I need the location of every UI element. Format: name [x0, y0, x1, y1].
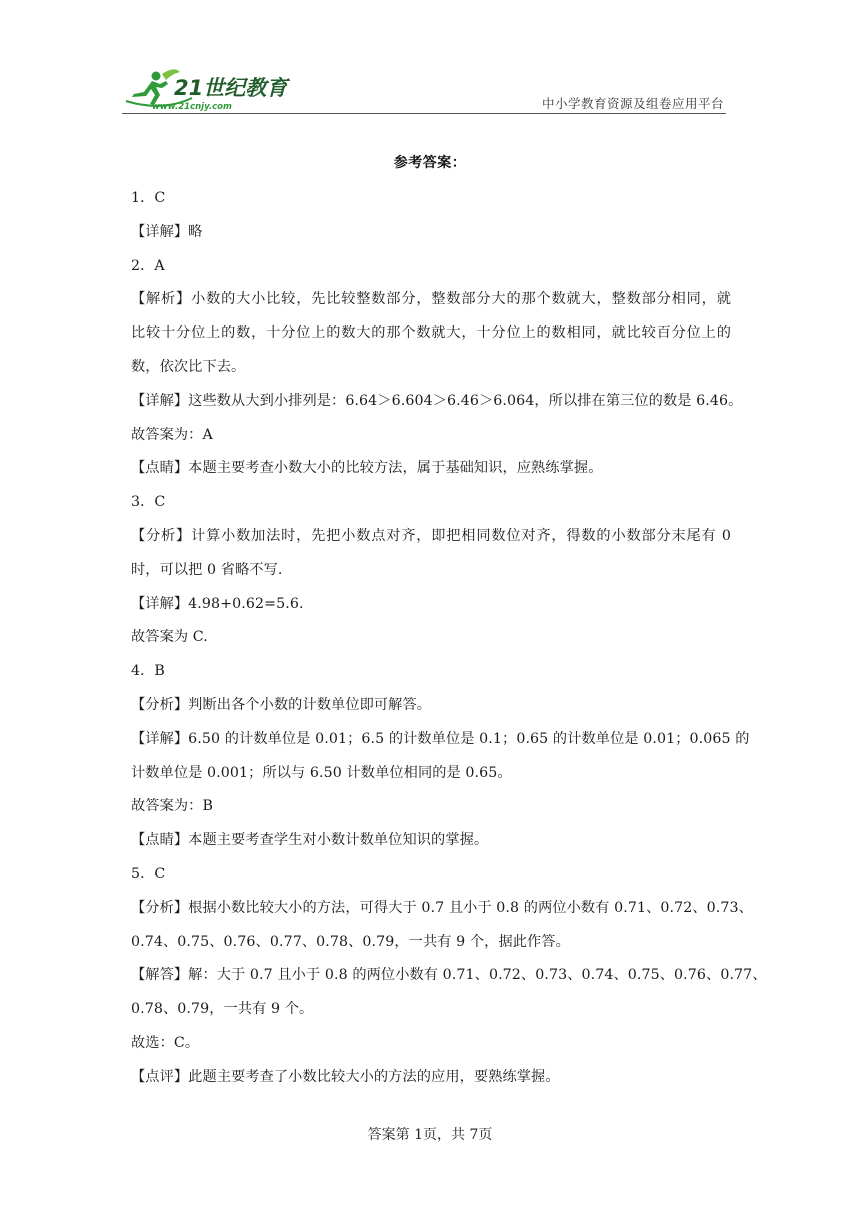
answer-line: 【分析】判断出各个小数的计数单位即可解答。	[131, 696, 432, 713]
platform-name: 中小学教育资源及组卷应用平台	[541, 96, 724, 111]
answer-line: 【详解】6.50 的计数单位是 0.01；6.5 的计数单位是 0.1；0.65 的计数单位是 0.01；0.065 的	[131, 730, 750, 747]
answer-line: 时，可以把 0 省略不写.	[131, 561, 283, 578]
page-footer: 答案第 1页，共 7页	[367, 1127, 493, 1143]
answer-line: 故答案为 C.	[131, 629, 208, 646]
page-header	[122, 64, 726, 116]
page-title: 参考答案：	[393, 155, 467, 171]
answer-line: 【详解】4.98+0.62=5.6.	[131, 595, 304, 612]
answer-line: 4．B	[131, 663, 165, 680]
answer-line: 5．C	[131, 865, 166, 882]
site-logo	[122, 68, 297, 112]
answer-line: 数，依次比下去。	[131, 358, 246, 375]
answer-line: 计数单位是 0.001；所以与 6.50 计数单位相同的是 0.65。	[131, 764, 512, 781]
answer-line: 0.74、0.75、0.76、0.77、0.78、0.79，一共有 9 个，据此作答。	[131, 933, 570, 950]
answer-line: 【点睛】本题主要考查小数大小的比较方法，属于基础知识，应熟练掌握。	[131, 460, 603, 477]
answer-line: 0.78、0.79，一共有 9 个。	[131, 1001, 314, 1018]
answer-line: 比较十分位上的数，十分位上的数大的那个数就大，十分位上的数相同，就比较百分位上的	[131, 325, 731, 342]
answer-line: 【分析】计算小数加法时，先把小数点对齐，即把相同数位对齐，得数的小数部分末尾有 0	[131, 527, 731, 544]
answer-line: 【解析】小数的大小比较，先比较整数部分，整数部分大的那个数就大，整数部分相同，就	[131, 291, 731, 308]
answer-line: 故答案为：B	[131, 798, 213, 815]
answer-line: 【解答】解：大于 0.7 且小于 0.8 的两位小数有 0.71、0.72、0.73、0.74、0.75、0.76、0.77、	[131, 967, 767, 984]
logo-url: www.21cnjy.com	[152, 102, 232, 112]
answer-line: 【点睛】本题主要考查学生对小数计数单位知识的掌握。	[131, 832, 489, 849]
answer-content	[131, 182, 767, 1095]
answer-line: 【点评】此题主要考查了小数比较大小的方法的应用，要熟练掌握。	[131, 1068, 560, 1085]
answer-line: 故答案为：A	[131, 426, 213, 443]
header-divider	[122, 113, 726, 114]
answer-line: 【分析】根据小数比较大小的方法，可得大于 0.7 且小于 0.8 的两位小数有 0.71、0.72、0.73、	[131, 899, 753, 916]
answer-line: 1．C	[131, 190, 166, 206]
answer-line: 故选：C。	[131, 1034, 200, 1051]
logo-wordmark: 21世纪教育	[174, 76, 288, 100]
answer-line: 3．C	[131, 494, 166, 511]
answer-line: 【详解】这些数从大到小排列是：6.64＞6.604＞6.46＞6.064，所以排在第三位的数是 6.46。	[131, 392, 743, 409]
answer-line: 2．A	[131, 257, 165, 274]
answer-line: 【详解】略	[131, 223, 203, 240]
